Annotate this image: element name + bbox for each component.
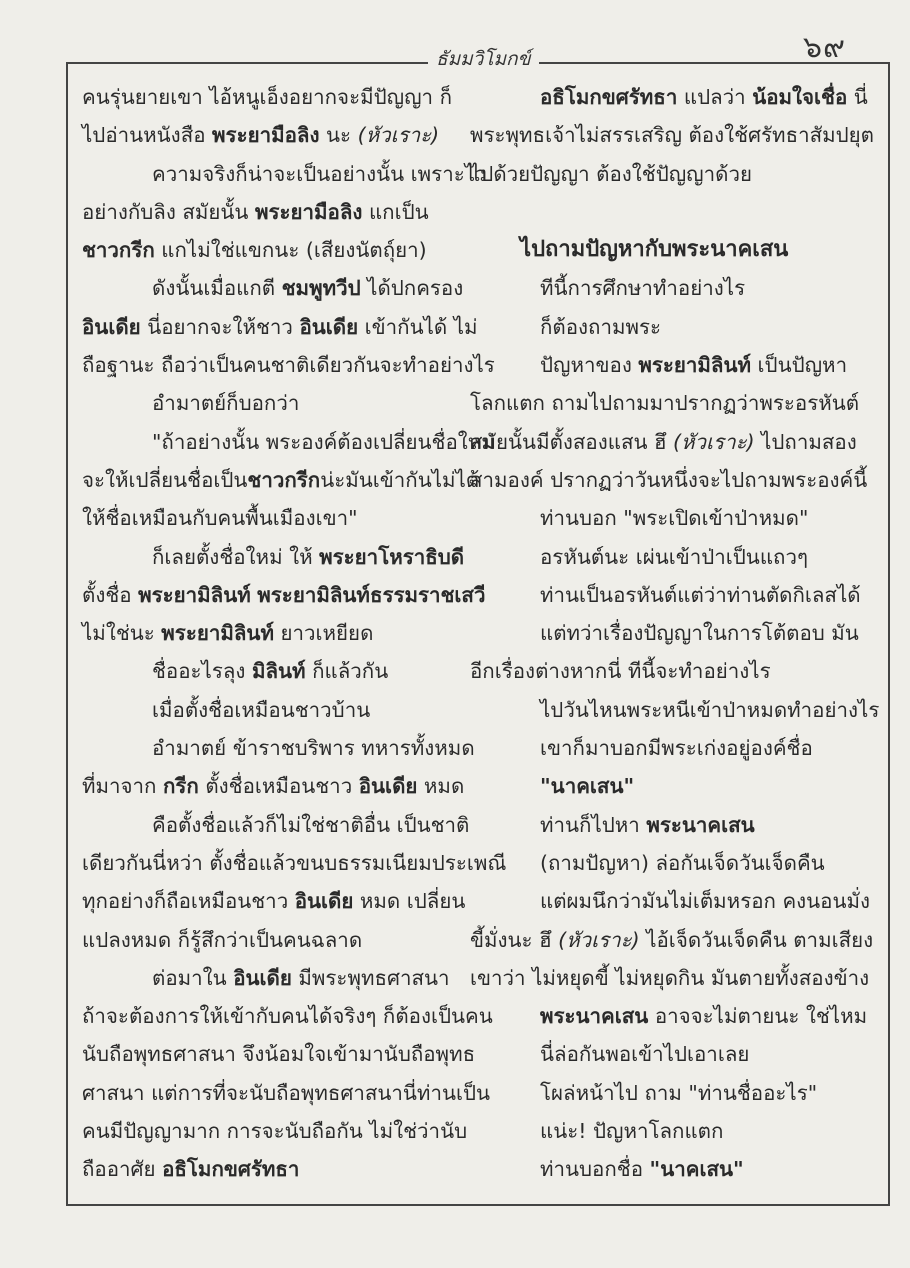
text-line: คนมีปัญญามาก การจะนับถือกัน ไม่ใช่ว่านับ [82,1119,468,1144]
text-line: นี่ล่อกันพอเข้าไปเอาเลย [540,1042,750,1067]
text-line: อำมาตย์ ข้าราชบริพาร ทหารทั้งหมด [152,736,475,761]
text-line: นับถือพุทธศาสนา จึงน้อมใจเข้ามานับถือพุทธ [82,1042,476,1067]
text-line: ก็ต้องถามพระ [540,314,662,339]
left-text-column [82,78,507,1189]
text-line: เดียวกันนี่หว่า ตั้งชื่อแล้วขนบธรรมเนียมประเพณี [82,850,507,875]
text-line: สามองค์ ปรากฏว่าวันหนึ่งจะไปถามพระองค์นี้ [470,467,868,492]
text-line: สมัยนั้นมีตั้งสองแสน ฮึ (หัวเราะ) ไปถามสอง [470,429,857,454]
text-line: โผล่หน้าไป ถาม "ท่านชื่ออะไร" [540,1080,818,1105]
text-line: อินเดีย นี่อยากจะให้ชาว อินเดีย เข้ากันได้ ไม่ [82,314,478,339]
text-line: คือตั้งชื่อแล้วก็ไม่ใช่ชาติอื่น เป็นชาติ [152,812,470,837]
text-line: ไปวันไหนพระหนีเข้าป่าหมดทำอย่างไร [540,697,880,722]
text-line: ถือฐานะ ถือว่าเป็นคนชาติเดียวกันจะทำอย่างไร [82,353,495,378]
text-line: (ถามปัญหา) ล่อกันเจ็ดวันเจ็ดคืน [540,850,825,875]
text-line: เขาก็มาบอกมีพระเก่งอยู่องค์ชื่อ [540,736,813,761]
text-line: ศาสนา แต่การที่จะนับถือพุทธศาสนานี่ท่านเป็น [82,1080,491,1105]
text-line: อรหันต์นะ เผ่นเข้าป่าเป็นแถวๆ [540,544,808,569]
text-line: ขี้มั่งนะ ฮึ (หัวเราะ) ไอ้เจ็ดวันเจ็ดคืน ตามเสียง [470,927,874,952]
text-line: ปัญหาของ พระยามิลินท์ เป็นปัญหา [540,353,848,378]
text-line: ไปอ่านหนังสือ พระยามือลิง นะ (หัวเราะ) [82,123,440,148]
text-line: ก็เลยตั้งชื่อใหม่ ให้ พระยาโหราธิบดี [152,544,465,569]
text-line: ชาวกรีก แกไม่ใช่แขกนะ (เสียงนัตถุ์ยา) [82,238,427,263]
text-line: แน่ะ! ปัญหาโลกแตก [540,1119,724,1144]
text-line: แต่ผมนึกว่ามันไม่เต็มหรอก คงนอนมั่ง [540,889,871,914]
text-line: ท่านเป็นอรหันต์แต่ว่าท่านตัดกิเลสได้ [540,582,861,607]
text-line: "นาคเสน" [540,774,635,799]
text-line: อำมาตย์ก็บอกว่า [152,391,300,416]
text-line: แต่ทว่าเรื่องปัญญาในการโต้ตอบ มัน [540,621,859,646]
text-line: โลกแตก ถามไปถามมาปรากฏว่าพระอรหันต์ [470,391,860,416]
text-line: อีกเรื่องต่างหากนี่ ทีนี้จะทำอย่างไร [470,659,771,684]
text-line: ไม่ใช่นะ พระยามิลินท์ ยาวเหยียด [82,621,374,646]
page-number: ๖๙ [802,30,846,65]
text-line: อย่างกับลิง สมัยนั้น พระยามือลิง แกเป็น [82,199,429,224]
text-line: "ถ้าอย่างนั้น พระองค์ต้องเปลี่ยนชื่อใหม่ [152,429,495,454]
text-line: คนรุ่นยายเขา ไอ้หนูเอ็งอยากจะมีปัญญา ก็ [82,85,452,109]
text-line: อธิโมกขศรัทธา แปลว่า น้อมใจเชื่อ นี่ [540,85,868,109]
text-line: เขาว่า ไม่หยุดขี้ ไม่หยุดกิน มันตายทั้งสองข้าง [470,965,870,990]
paragraph-gap [470,193,840,231]
text-line: ชื่ออะไรลุง มิลินท์ ก็แล้วกัน [152,659,389,684]
text-line: ถ้าจะต้องการให้เข้ากับคนได้จริงๆ ก็ต้องเป็นคน [82,1004,493,1029]
text-line: แปลงหมด ก็รู้สึกว่าเป็นคนฉลาด [82,927,363,952]
text-line: ตั้งชื่อ พระยามิลินท์ พระยามิลินท์ธรรมราชเสวี [82,582,486,607]
text-line: ให้ชื่อเหมือนกับคนพื้นเมืองเขา" [82,506,358,531]
text-line: ที่มาจาก กรีก ตั้งชื่อเหมือนชาว อินเดีย หมด [82,774,465,799]
text-line: เมื่อตั้งชื่อเหมือนชาวบ้าน [152,697,371,722]
text-line: ทีนี้การศึกษาทำอย่างไร [540,276,746,301]
text-line: ดังนั้นเมื่อแกตี ชมพูทวีป ได้ปกครอง [152,276,464,301]
section-heading: ไปถามปัญหากับพระนาคเสน [520,237,789,263]
text-line: ท่านก็ไปหา พระนาคเสน [540,812,755,837]
text-line: ถืออาศัย อธิโมกขศรัทธา [82,1157,300,1182]
text-line: ไปด้วยปัญญา ต้องใช้ปัญญาด้วย [470,161,752,186]
text-line: ทุกอย่างก็ถือเหมือนชาว อินเดีย หมด เปลี่ยน [82,889,466,914]
text-line: ต่อมาใน อินเดีย มีพระพุทธศาสนา [152,965,450,990]
text-line: พระพุทธเจ้าไม่สรรเสริญ ต้องใช้ศรัทธาสัมปยุต [470,123,874,148]
text-line: ความจริงก็น่าจะเป็นอย่างนั้น เพราะไว [152,161,487,186]
text-line: ท่านบอกชื่อ "นาคเสน" [540,1157,744,1182]
text-line: จะให้เปลี่ยนชื่อเป็นชาวกรีกน่ะมันเข้ากันไม่ได้ [82,467,480,492]
running-header-title: ธัมมวิโมกข์ [428,44,539,74]
right-text-column [470,78,880,1189]
text-line: ท่านบอก "พระเปิดเข้าป่าหมด" [540,506,809,531]
text-line: พระนาคเสน อาจจะไม่ตายนะ ใช่ไหม [540,1004,868,1029]
